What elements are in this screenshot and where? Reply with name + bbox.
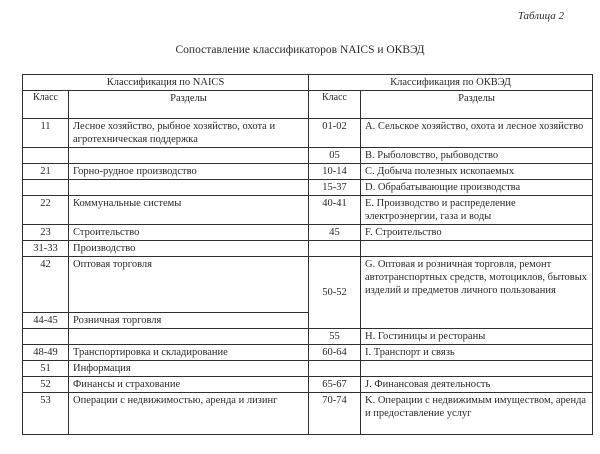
- okved-group-header: Классификация по ОКВЭД: [309, 75, 593, 91]
- okved-section: A. Сельское хозяйство, охота и лесное хозяйство: [361, 119, 593, 148]
- table-row: [23, 148, 593, 164]
- table-row: [23, 257, 593, 313]
- okved-section: J. Финансовая деятельность: [361, 377, 593, 393]
- table-row: [23, 393, 593, 435]
- naics-code: 48-49: [23, 345, 69, 361]
- naics-section: [69, 329, 309, 345]
- okved-section: E. Производство и распределение электроэнергии, газа и воды: [361, 196, 593, 225]
- naics-code: [23, 148, 69, 164]
- naics-code: 23: [23, 225, 69, 241]
- naics-section: Транспортировка и складирование: [69, 345, 309, 361]
- table-row: [23, 119, 593, 148]
- naics-section: Оптовая торговля: [69, 257, 309, 313]
- okved-code: 10-14: [309, 164, 361, 180]
- okved-code: 55: [309, 329, 361, 345]
- naics-section: [69, 148, 309, 164]
- naics-section: Лесное хозяйство, рыбное хозяйство, охота и агротехническая поддержка: [69, 119, 309, 148]
- classifier-table: [22, 74, 593, 435]
- table-row: [23, 329, 593, 345]
- naics-code: [23, 180, 69, 196]
- naics-code: 21: [23, 164, 69, 180]
- table-row: [23, 241, 593, 257]
- okved-section: K. Операции с недвижимым имуществом, аренда и предоставление услуг: [361, 393, 593, 435]
- table-row: [23, 225, 593, 241]
- table-row: [23, 180, 593, 196]
- okved-code: 65-67: [309, 377, 361, 393]
- naics-section: Строительство: [69, 225, 309, 241]
- naics-section: Финансы и страхование: [69, 377, 309, 393]
- naics-code: 31-33: [23, 241, 69, 257]
- naics-code: 53: [23, 393, 69, 435]
- table-row: [23, 361, 593, 377]
- okved-section: [361, 361, 593, 377]
- naics-section: Розничная торговля: [69, 313, 309, 329]
- table-row: [23, 164, 593, 180]
- naics-section: Операции с недвижимостью, аренда и лизинг: [69, 393, 309, 435]
- naics-code: 22: [23, 196, 69, 225]
- okved-code: 05: [309, 148, 361, 164]
- naics-code: 51: [23, 361, 69, 377]
- okved-section: H. Гостиницы и рестораны: [361, 329, 593, 345]
- okved-sections-header: Разделы: [361, 91, 593, 119]
- naics-section: [69, 180, 309, 196]
- okved-section: F. Строительство: [361, 225, 593, 241]
- okved-code: 45: [309, 225, 361, 241]
- okved-code: 50-52: [309, 257, 361, 329]
- header-row-columns: [23, 91, 593, 119]
- okved-section: G. Оптовая и розничная торговля, ремонт автотранспортных средств, мотоциклов, бытовых изделий и предметов личного пользования: [361, 257, 593, 329]
- table-caption: Таблица 2: [517, 10, 564, 22]
- naics-code: 11: [23, 119, 69, 148]
- naics-code: 44-45: [23, 313, 69, 329]
- okved-section: [361, 241, 593, 257]
- okved-code: 60-64: [309, 345, 361, 361]
- okved-code: [309, 241, 361, 257]
- naics-code-header: Класс: [23, 91, 69, 119]
- okved-code: 15-37: [309, 180, 361, 196]
- naics-code: 42: [23, 257, 69, 313]
- naics-group-header: Классификация по NAICS: [23, 75, 309, 91]
- okved-section: D. Обрабатывающие производства: [361, 180, 593, 196]
- okved-code: 40-41: [309, 196, 361, 225]
- naics-section: Производство: [69, 241, 309, 257]
- okved-code-header: Класс: [309, 91, 361, 119]
- table-row: [23, 377, 593, 393]
- naics-section: Горно-рудное производство: [69, 164, 309, 180]
- table-title: Сопоставление классификаторов NAICS и ОКВЭД: [175, 44, 425, 56]
- table-row: [23, 196, 593, 225]
- naics-code: 52: [23, 377, 69, 393]
- naics-section: Информация: [69, 361, 309, 377]
- okved-code: 70-74: [309, 393, 361, 435]
- naics-sections-header: Разделы: [69, 91, 309, 119]
- header-row-groups: [23, 75, 593, 91]
- okved-code: 01-02: [309, 119, 361, 148]
- naics-section: Коммунальные системы: [69, 196, 309, 225]
- okved-section: C. Добыча полезных ископаемых: [361, 164, 593, 180]
- naics-code: [23, 329, 69, 345]
- okved-section: B. Рыболовство, рыбоводство: [361, 148, 593, 164]
- table-row: [23, 345, 593, 361]
- okved-section: I. Транспорт и связь: [361, 345, 593, 361]
- okved-code: [309, 361, 361, 377]
